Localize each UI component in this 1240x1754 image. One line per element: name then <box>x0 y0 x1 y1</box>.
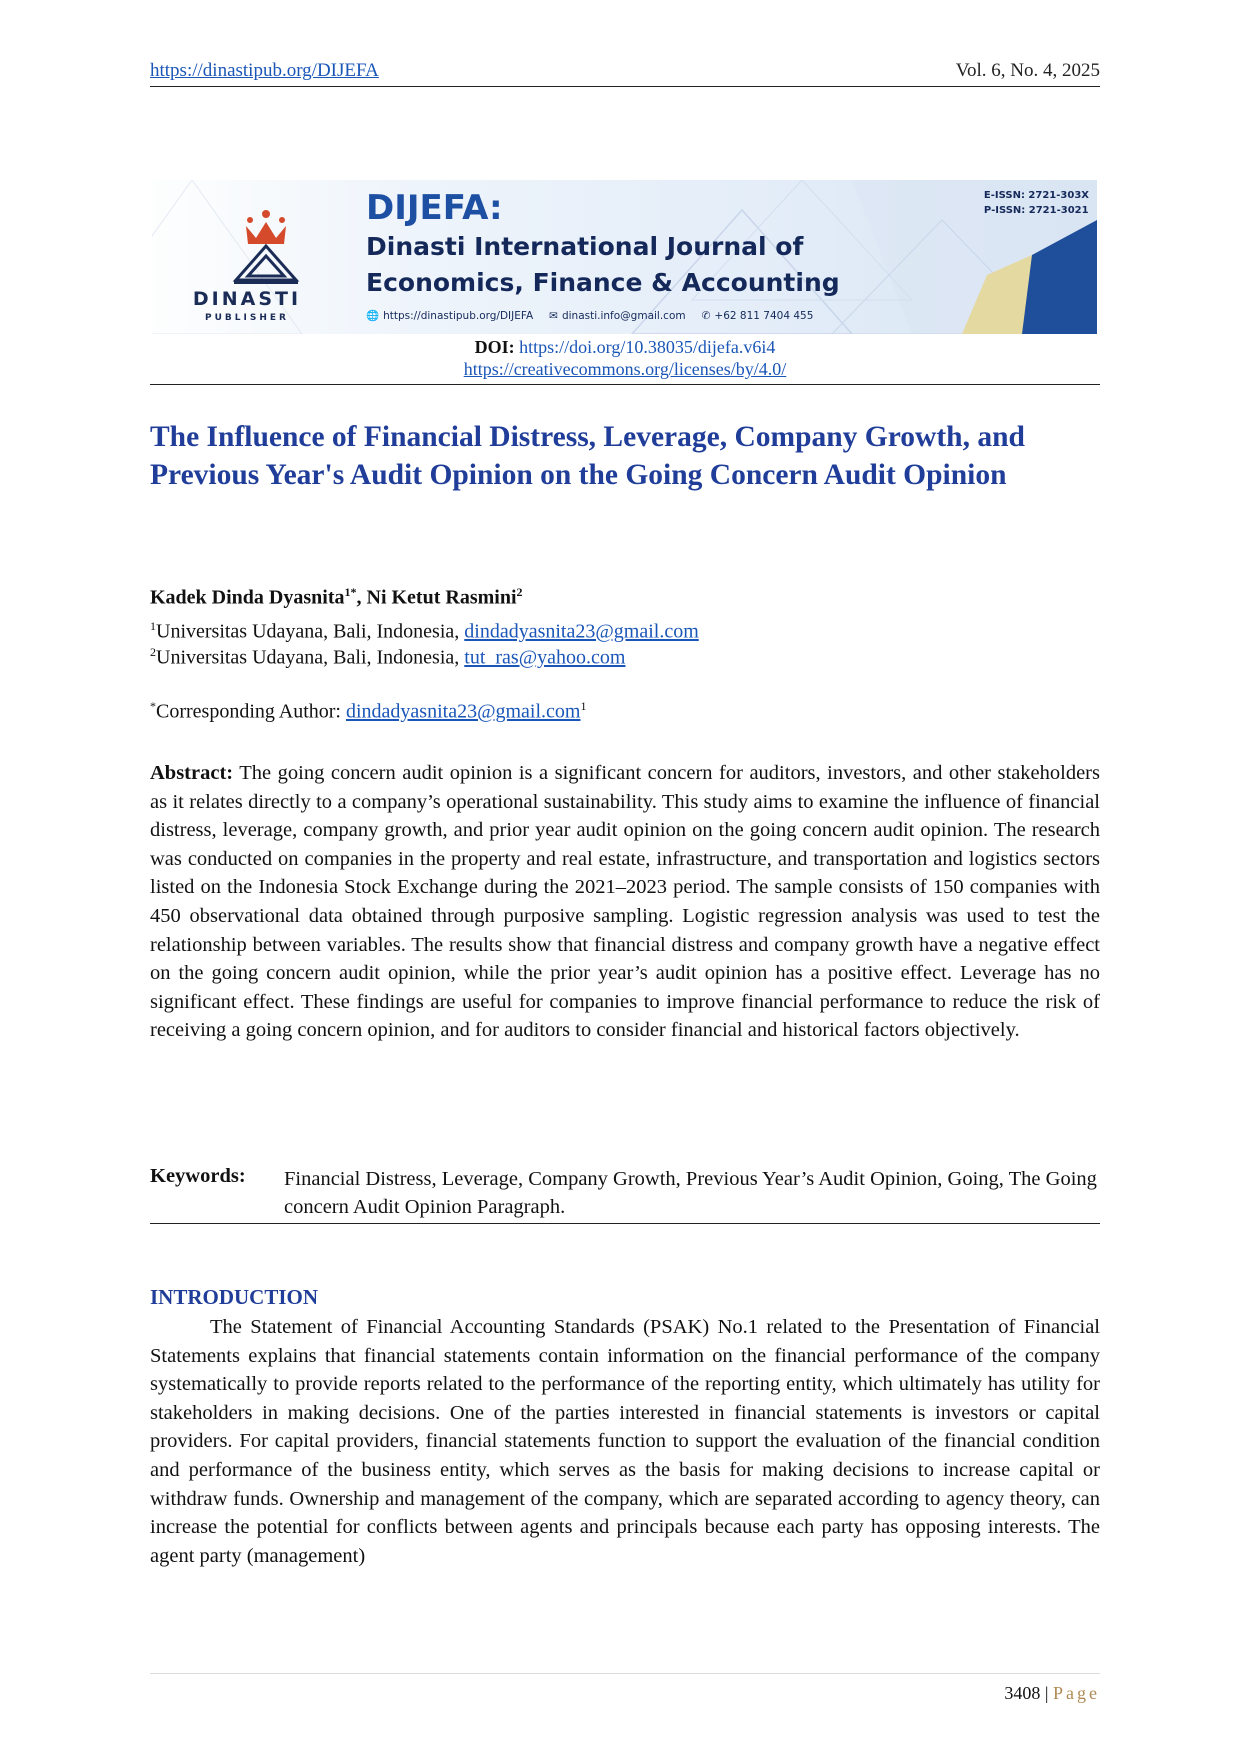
author-separator: , <box>356 586 367 609</box>
dinasti-logo-icon <box>228 208 304 288</box>
abstract <box>150 759 1100 1045</box>
corresponding-email-link[interactable]: dindadyasnita23@gmail.com <box>346 700 581 723</box>
introduction-paragraph: The Statement of Financial Accounting Standards (PSAK) No.1 related to the Presentation of Financial Statements explains that financial statements contain information on the financial performance of the company systematically to provide reports related to the performance of the reporting entity, which ultimately has utility for stakeholders in making decisions. One of the parties interested in financial statements is investors or capital providers. For capital providers, financial statements function to support the evaluation of the financial condition and performance of the business entity, which serves as the basis for making decisions to increase capital or withdraw funds. Ownership and management of the company, which are separated according to agency theory, can increase the potential for conflicts between agents and principals because each party has opposing interests. The agent party (management) <box>150 1316 1100 1567</box>
publisher-name: DINASTI <box>192 288 302 310</box>
divider <box>150 1223 1100 1224</box>
corresponding-author: *Corresponding Author: dindadyasnita23@gmail.com$^1$ <box>150 699 587 723</box>
volume-label: Vol. 6, No. 4, 2025 <box>955 60 1100 81</box>
divider <box>150 384 1100 385</box>
footer-divider <box>150 1673 1100 1674</box>
publisher-subtitle: PUBLISHER <box>205 313 289 323</box>
phone-icon: ✆ <box>701 309 711 322</box>
author-superscript: 2 <box>516 585 523 599</box>
section-heading: INTRODUCTION <box>150 1285 319 1309</box>
journal-name-line1: Dinasti International Journal of <box>366 232 804 261</box>
abstract-text: The going concern audit opinion is a significant concern for auditors, investors, and other stakeholders as it relates directly to a company’s operational sustainability. This study aims to examine the influence of financial distress, leverage, company growth, and prior year audit opinion on the going concern audit opinion. The research was conducted on companies in the property and real estate, infrastructure, and transportation and logistics sectors listed on the Indonesia Stock Exchange during the 2021–2023 period. The sample consists of 150 companies with 450 observational data obtained through purposive sampling. Logistic regression analysis was used to test the relationship between variables. The results show that financial distress and company growth have a negative effect on the going concern audit opinion, while the prior year’s audit opinion has a positive effect. Leverage has no significant effect. These findings are useful for companies to improve financial performance to reduce the risk of receiving a going concern opinion, and for auditors to consider financial and historical factors objectively. <box>150 762 1100 1042</box>
journal-name-line2: Economics, Finance & Accounting <box>366 268 840 297</box>
banner-website: 🌐 https://dinastipub.org/DIJEFA <box>366 309 534 322</box>
author-email-link[interactable]: tut_ras@yahoo.com <box>464 646 626 669</box>
paper-title: The Influence of Financial Distress, Leverage, Company Growth, and Previous Year's Audit Opinion on the Going Concern Audit Opinion <box>150 421 1025 491</box>
journal-url-link[interactable]: https://dinastipub.org/DIJEFA <box>150 60 379 81</box>
eissn: E-ISSN: 2721-303X <box>983 190 1089 201</box>
author-name: Ni Ketut Rasmini <box>366 586 517 609</box>
pissn: P-ISSN: 2721-3021 <box>983 205 1089 216</box>
banner-contacts <box>366 309 813 322</box>
abstract-label: Abstract: <box>150 762 234 784</box>
license-link[interactable]: https://creativecommons.org/licenses/by/4.0/ <box>463 359 787 379</box>
journal-banner <box>152 180 1097 334</box>
banner-phone: ✆ +62 811 7404 455 <box>701 309 814 322</box>
page-number: 3408 | Page <box>1004 1683 1100 1703</box>
affiliation: $^2$Universitas Udayana, Bali, Indonesia, tut_ras@yahoo.com <box>150 645 626 669</box>
globe-icon: 🌐 <box>366 310 380 322</box>
banner-email: ✉ dinasti.info@gmail.com <box>549 309 686 322</box>
issn-block <box>984 188 1089 218</box>
author-name: Kadek Dinda Dyasnita <box>150 586 345 609</box>
author-superscript: 1* <box>344 585 357 599</box>
doi-label: DOI: <box>474 337 515 357</box>
author-email-link[interactable]: dindadyasnita23@gmail.com <box>464 620 699 643</box>
keywords-text: Financial Distress, Leverage, Company Growth, Previous Year’s Audit Opinion, Going, The Going concern Audit Opinion Paragraph. <box>284 1168 1097 1218</box>
author-list <box>150 585 523 610</box>
keywords-label: Keywords: <box>150 1165 246 1187</box>
license-line <box>150 359 1100 380</box>
doi-link[interactable]: https://doi.org/10.38035/dijefa.v6i4 <box>519 337 776 357</box>
running-header <box>150 60 1100 87</box>
journal-code: DIJEFA: <box>366 188 503 228</box>
affiliation: $^1$Universitas Udayana, Bali, Indonesia, dindadyasnita23@gmail.com <box>150 619 699 643</box>
mail-icon: ✉ <box>549 309 558 322</box>
doi-line <box>150 337 1100 358</box>
